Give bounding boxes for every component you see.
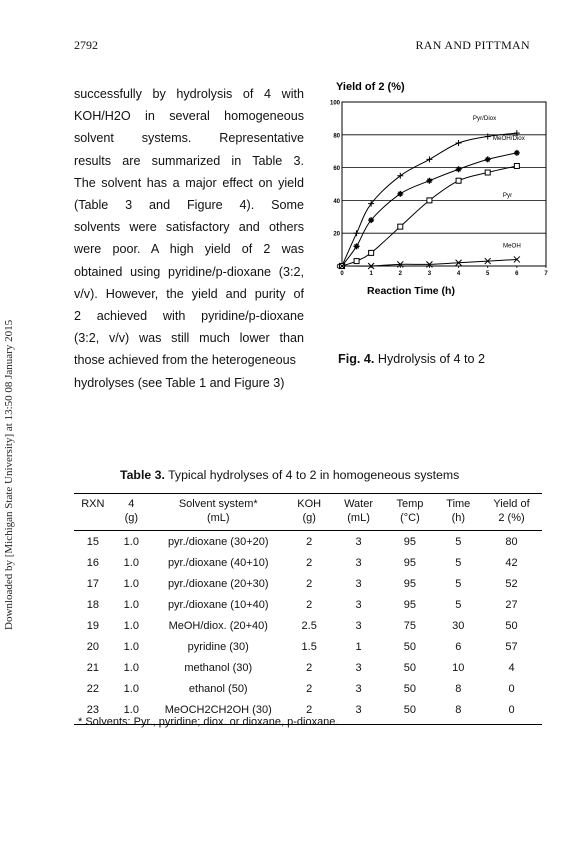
body-text-line: (3:2, v/v) was still much lower than: [74, 331, 304, 346]
table-cell: 1.0: [123, 577, 139, 590]
side-note-text: Downloaded by [Michigan State University] at 13:50 08 January 2015: [3, 319, 15, 630]
body-text-line: obtained using pyridine/p-dioxane (3:2,: [74, 264, 304, 279]
table-cell: 4: [508, 661, 515, 674]
body-text-line: solvent systems. Representative: [74, 131, 304, 146]
column-header-line1: Water: [344, 498, 374, 510]
table-cell: 1.0: [123, 682, 139, 695]
table-cell: 1.0: [123, 556, 139, 569]
column-header-line2: 2 (%): [498, 512, 525, 524]
data-point: [427, 198, 432, 203]
table-cell: 42: [505, 556, 518, 569]
figure-4: [326, 78, 556, 358]
x-axis-label: Reaction Time (h): [367, 285, 455, 297]
column-header: [286, 494, 333, 531]
running-head: RAN AND PITTMAN: [415, 38, 530, 52]
body-text-line: (Table 3 and Figure 4). Some: [74, 198, 304, 213]
y-tick-label: 0: [336, 264, 340, 271]
column-header-line2: (g): [124, 512, 139, 524]
body-text-line: 2 achieved with pyridine/p-dioxane: [74, 309, 304, 324]
table-cell: 5: [455, 556, 462, 569]
table-cell: 1.0: [123, 535, 139, 548]
body-text-line: successfully by hydrolysis of 4 with: [74, 87, 304, 101]
column-header: [74, 494, 112, 531]
data-point: [456, 178, 461, 183]
table-footnote: * Solvents: Pyr., pyridine; diox. or dioxane, p-dioxane.: [78, 716, 339, 728]
y-tick-label: 20: [333, 231, 340, 238]
body-text-line: The solvent has a major effect on yield: [74, 175, 304, 190]
table-cell: 1.0: [123, 661, 139, 674]
table-cell: 1.5: [301, 640, 317, 653]
table-cell: 3: [355, 556, 362, 569]
table-cell: 1.0: [123, 619, 139, 632]
column-header-line2: (mL): [206, 512, 230, 524]
column-header-line1: RXN: [81, 498, 105, 510]
data-point: [354, 230, 360, 236]
table-body: [74, 531, 542, 725]
chart-title: Yield of 2 (%): [336, 81, 405, 93]
data-point: [426, 178, 432, 184]
table-cell: 5: [455, 598, 462, 611]
table-cell: 57: [505, 640, 518, 653]
table-cell: MeOH/diox. (20+40): [168, 619, 268, 632]
table-row: [74, 594, 542, 615]
x-tick-label: 3: [427, 271, 432, 277]
table-cell: 2: [306, 535, 313, 548]
table-cell: pyridine (30): [187, 640, 249, 653]
x-tick-label: 7: [544, 271, 548, 277]
table-cell: 95: [403, 556, 417, 569]
table-row: [74, 657, 542, 678]
y-tick-label: 80: [333, 133, 340, 140]
table-cell: 2: [306, 598, 313, 611]
table-cell: 0: [481, 699, 542, 725]
table-cell: 50: [403, 640, 417, 653]
table-cell: pyr./dioxane (20+30): [167, 577, 269, 590]
series-label: MeOH/Diox: [492, 134, 525, 142]
table-cell: 50: [403, 661, 417, 674]
table-row: [74, 573, 542, 594]
table-cell: 3: [355, 661, 362, 674]
column-header: [112, 494, 151, 531]
table-cell: 1.0: [123, 598, 139, 611]
y-tick-label: 100: [329, 100, 340, 107]
table-cell: 23: [74, 699, 112, 725]
x-tick-label: 5: [486, 271, 490, 277]
body-text-line: KOH/H2O in several homogeneous: [74, 109, 304, 124]
table-cell: 22: [86, 682, 99, 695]
table-row: [74, 636, 542, 657]
hydrolysis-table: [74, 493, 542, 725]
column-header-line1: Yield of: [493, 498, 530, 510]
table-cell: 5: [455, 577, 462, 590]
table-cell: 8: [455, 682, 462, 695]
column-header-line2: (mL): [347, 512, 370, 524]
table-cell: 3: [355, 619, 362, 632]
table-cell: 1.0: [123, 640, 139, 653]
column-header-line2: (h): [451, 512, 466, 524]
table-cell: 75: [403, 619, 417, 632]
table-cell: 18: [86, 598, 99, 611]
data-point: [354, 259, 359, 264]
data-point: [485, 133, 491, 139]
data-point: [514, 150, 520, 156]
data-point: [456, 140, 462, 146]
table-row: [74, 678, 542, 699]
table-caption-label: Table 3.: [120, 468, 165, 482]
table-cell: 2: [306, 577, 313, 590]
column-header: [481, 494, 542, 531]
data-point: [485, 170, 490, 175]
column-header-line2: (°C): [400, 512, 420, 524]
table-cell: 16: [86, 556, 99, 569]
table-cell: 6: [455, 640, 462, 653]
column-header-line1: 4: [128, 498, 135, 510]
table-cell: 19: [86, 619, 99, 632]
download-side-note: [2, 180, 16, 640]
yield-chart: [326, 78, 556, 358]
y-tick-label: 40: [333, 198, 340, 205]
table-caption-text: Typical hydrolyses of 4 to 2 in homogeneous systems: [168, 468, 460, 482]
table-cell: MeOCH2CH2OH (30): [151, 699, 286, 725]
table-cell: 30: [452, 619, 465, 632]
column-header: [333, 494, 384, 531]
table-cell: 50: [403, 682, 417, 695]
data-point: [426, 156, 432, 162]
figure-caption-text: Hydrolysis of 4 to 2: [377, 352, 485, 366]
table-cell: 0: [508, 682, 515, 695]
column-header-line1: Temp: [396, 498, 424, 510]
table-cell: 80: [505, 535, 518, 548]
plot-frame: [342, 102, 546, 266]
table-cell: 3: [355, 682, 362, 695]
table-row: [74, 552, 542, 573]
data-point: [485, 156, 491, 162]
body-text-line: hydrolyses (see Table 1 and Figure 3): [74, 375, 285, 390]
x-tick-label: 0: [340, 271, 344, 277]
series-line: [342, 259, 517, 266]
data-point: [397, 191, 403, 197]
figure-caption: [338, 352, 485, 366]
x-tick-label: 6: [515, 271, 519, 277]
table-cell: 1.0: [112, 699, 151, 725]
table-cell: 50: [384, 699, 435, 725]
table-cell: 3: [355, 577, 362, 590]
table-cell: 21: [86, 661, 99, 674]
table-cell: 3: [355, 535, 362, 548]
y-tick-label: 60: [333, 166, 340, 173]
table-caption: [120, 468, 459, 482]
table-cell: 8: [436, 699, 481, 725]
table-cell: 2: [286, 699, 333, 725]
data-point: [398, 224, 403, 229]
table-cell: 3: [333, 699, 384, 725]
table-cell: pyr./dioxane (10+40): [167, 598, 269, 611]
table-cell: 20: [86, 640, 99, 653]
body-text: [74, 83, 304, 394]
column-header: [436, 494, 481, 531]
table-cell: 1: [355, 640, 362, 653]
figure-caption-label: Fig. 4.: [338, 352, 375, 366]
table-cell: 52: [505, 577, 518, 590]
page-number: 2792: [74, 38, 98, 52]
table-cell: methanol (30): [184, 661, 253, 674]
table-cell: 3: [355, 598, 362, 611]
body-text-line: v/v). However, the yield and purity of: [74, 286, 304, 301]
table-cell: 50: [505, 619, 518, 632]
table-cell: 95: [403, 598, 417, 611]
x-tick-label: 4: [456, 271, 461, 277]
table-cell: 2: [306, 661, 313, 674]
series-label: Pyr: [502, 191, 513, 199]
table-cell: 2: [306, 556, 313, 569]
table-cell: ethanol (50): [188, 682, 248, 695]
column-header-line2: (g): [302, 512, 316, 524]
table-cell: 5: [455, 535, 462, 548]
table-cell: 10: [452, 661, 465, 674]
column-header-line1: KOH: [297, 498, 322, 510]
series-label: MeOH: [502, 242, 521, 250]
body-text-line: those achieved from the heterogeneous: [74, 353, 296, 368]
table-row: [74, 531, 542, 553]
body-text-line: results are summarized in Table 3.: [74, 153, 304, 168]
table-cell: 2: [306, 682, 313, 695]
table-cell: pyr./dioxane (30+20): [167, 535, 269, 548]
x-tick-label: 2: [398, 271, 402, 277]
x-tick-label: 1: [369, 271, 373, 277]
table-cell: 15: [86, 535, 99, 548]
table-header-row: [74, 494, 542, 531]
column-header-line1: Solvent system*: [178, 498, 258, 510]
data-point: [369, 250, 374, 255]
series-label: Pyr/Diox: [472, 115, 497, 123]
data-point: [456, 166, 462, 172]
table-row: [74, 615, 542, 636]
column-header: [151, 494, 286, 531]
body-text-line: solvents were satisfactory and others: [74, 220, 304, 235]
table-cell: 17: [86, 577, 99, 590]
column-header: [384, 494, 435, 531]
table-cell: 27: [505, 598, 518, 611]
table-cell: pyr./dioxane (40+10): [167, 556, 269, 569]
data-point: [514, 163, 519, 168]
column-header-line1: Time: [446, 498, 471, 510]
data-point: [354, 243, 360, 249]
table-cell: 2.5: [301, 619, 317, 632]
body-text-line: were poor. A high yield of 2 was: [74, 242, 304, 257]
table-cell: 95: [403, 535, 417, 548]
table-cell: 95: [403, 577, 417, 590]
